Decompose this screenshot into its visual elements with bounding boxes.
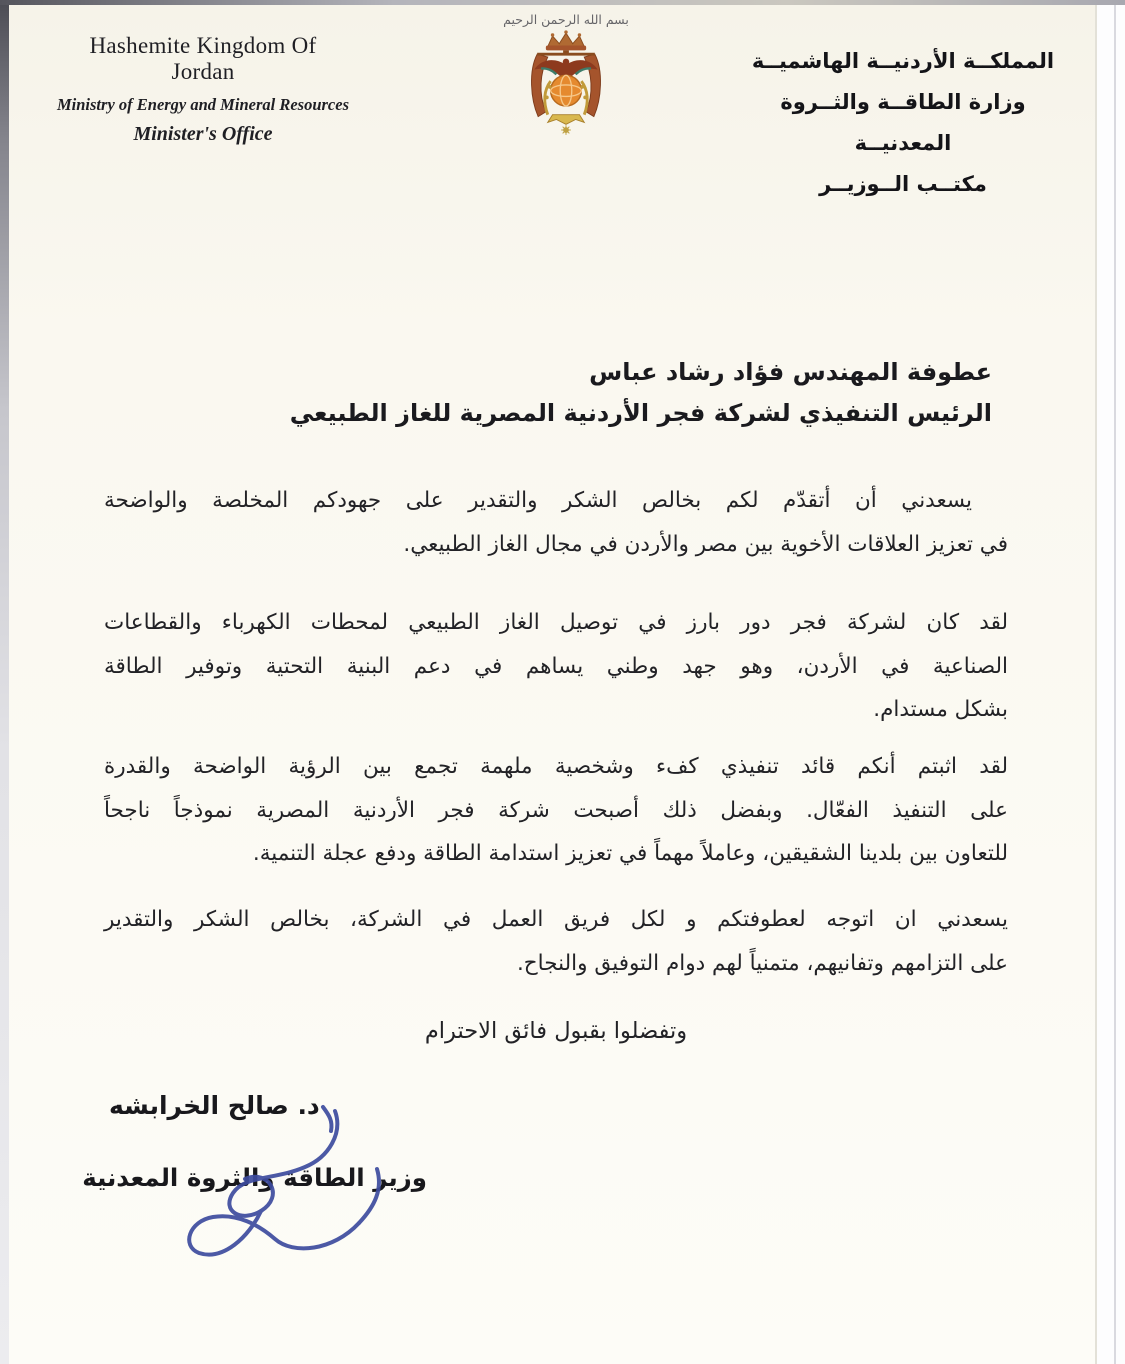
paragraph-line: لقد كان لشركة فجر دور بارز في توصيل الغاز الطبيعي لمحطات الكهرباء والقطاعات xyxy=(104,610,1008,635)
paragraph-3 xyxy=(104,745,1008,876)
paragraph-line: على التزامهم وتفانيهم، متمنياً لهم دوام التوفيق والنجاح. xyxy=(516,950,1008,976)
scan-edge-left xyxy=(0,0,9,1364)
letterhead-en-kingdom: Hashemite Kingdom Of Jordan xyxy=(89,33,317,84)
paragraph-1 xyxy=(104,479,1008,566)
addressee-title: الرئيس التنفيذي لشركة فجر الأردنية المصرية للغاز الطبيعي xyxy=(289,399,992,427)
closing-line: وتفضلوا بقبول فائق الاحترام xyxy=(424,1018,688,1044)
addressee-name: عطوفة المهندس فؤاد رشاد عباس xyxy=(589,358,992,386)
paragraph-line: للتعاون بين بلدينا الشقيقين، وعاملاً مهماً في تعزيز استدامة الطاقة ودفع عجلة التنمية. xyxy=(252,841,1008,866)
paragraph-line: لقد اثبتم أنكم قائد تنفيذي كفء وشخصية ملهمة تجمع بين الرؤية الواضحة والقدرة xyxy=(104,754,1008,779)
handwritten-signature-icon xyxy=(137,1103,409,1279)
minister-title: وزير الطاقة والثروة المعدنية xyxy=(82,1163,427,1192)
paragraph-line: الصناعية في الأردن، وهو جهد وطني يساهم في دعم البنية التحتية وتوفير الطاقة xyxy=(104,653,1008,679)
scan-edge-top xyxy=(0,0,1125,5)
paragraph-line: بشكل مستدام. xyxy=(873,697,1008,722)
paragraph-2 xyxy=(104,601,1008,732)
letterhead-ar-office: مكتــب الــوزيــر xyxy=(819,172,987,196)
letterhead-ar-ministry: وزارة الطاقــة والثــروة المعدنيــة xyxy=(780,90,1026,155)
letterhead-en-ministry: Ministry of Energy and Mineral Resources xyxy=(57,95,349,114)
letterhead-en-office: Minister's Office xyxy=(133,123,273,145)
letter-paper xyxy=(9,5,1096,1364)
minister-name: د. صالح الخرابشه xyxy=(109,1091,320,1120)
paragraph-line: في تعزيز العلاقات الأخوية بين مصر والأردن في مجال الغاز الطبيعي. xyxy=(403,531,1008,557)
paragraph-line: يسعدني ان اتوجه لعطوفتكم و لكل فريق العمل في الشركة، بخالص الشكر والتقدير xyxy=(104,907,1008,932)
bismillah-calligraphy: بسم الله الرحمن الرحيم xyxy=(503,12,629,27)
paragraph-4 xyxy=(104,898,1008,985)
addressee-block xyxy=(104,352,1008,434)
paragraph-line: يسعدني أن أتقدّم لكم بخالص الشكر والتقدير على جهودكم المخلصة والواضحة xyxy=(104,488,972,513)
letterhead-ar-kingdom: المملكــة الأردنيــة الهاشميــة xyxy=(751,49,1055,73)
scan-gutter-right xyxy=(1095,0,1125,1364)
paragraph-line: على التنفيذ الفعّال. وبفضل ذلك أصبحت شركة فجر الأردنية المصرية نموذجاً ناجحاً xyxy=(104,797,1008,823)
